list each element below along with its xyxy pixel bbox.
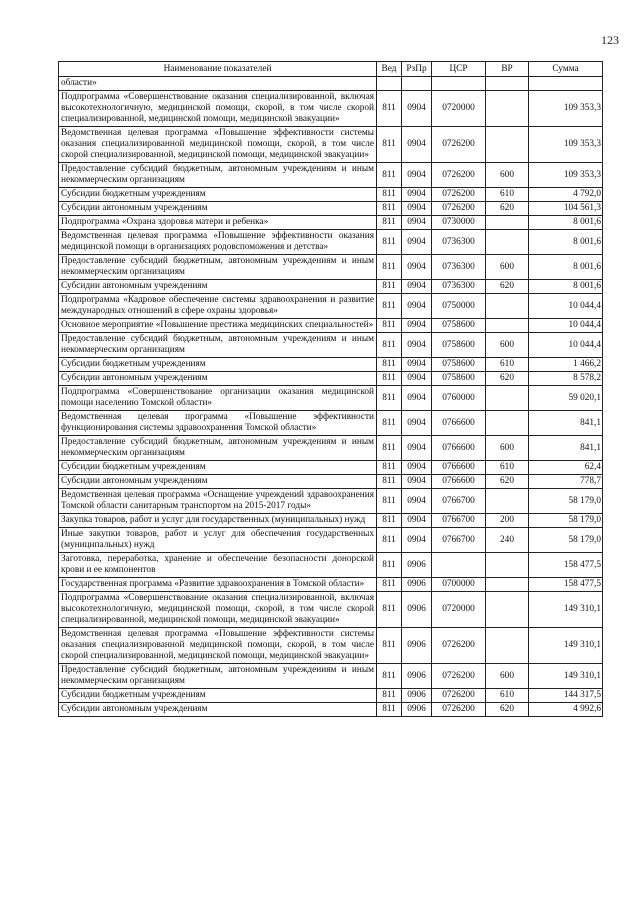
- cell-vr: 610: [486, 358, 529, 372]
- cell-sum: 109 353,3: [529, 163, 603, 188]
- cell-ved: 811: [377, 216, 402, 230]
- cell-ved: [377, 77, 402, 91]
- table-row: [59, 489, 603, 514]
- cell-rzpr: 0904: [402, 461, 432, 475]
- cell-sum: 109 353,3: [529, 91, 603, 127]
- cell-csr: 0726200: [432, 689, 486, 703]
- cell-csr: 0726200: [432, 127, 486, 163]
- cell-rzpr: 0904: [402, 411, 432, 436]
- cell-name: Ведомственная целевая программа «Повышение эффективности функционирования системы здравоохранения Томской области»: [59, 411, 377, 436]
- cell-sum: 8 001,6: [529, 230, 603, 255]
- cell-sum: 8 001,6: [529, 280, 603, 294]
- cell-vr: [486, 319, 529, 333]
- header-rzpr: РзПр: [402, 62, 432, 77]
- table-row: [59, 514, 603, 528]
- cell-name: Подпрограмма «Кадровое обеспечение системы здравоохранения и развитие международных отношений в сфере охраны здоровья»: [59, 294, 377, 319]
- cell-vr: 620: [486, 372, 529, 386]
- cell-name: Субсидии автономным учреждениям: [59, 703, 377, 717]
- cell-sum: 158 477,5: [529, 553, 603, 578]
- cell-csr: 0700000: [432, 578, 486, 592]
- cell-ved: 811: [377, 703, 402, 717]
- cell-csr: 0726200: [432, 664, 486, 689]
- cell-ved: 811: [377, 489, 402, 514]
- cell-vr: [486, 91, 529, 127]
- cell-ved: 811: [377, 188, 402, 202]
- cell-csr: 0736300: [432, 280, 486, 294]
- cell-name: Основное мероприятие «Повышение престижа медицинских специальностей»: [59, 319, 377, 333]
- cell-ved: 811: [377, 461, 402, 475]
- cell-ved: 811: [377, 294, 402, 319]
- cell-csr: 0758600: [432, 358, 486, 372]
- cell-name: Ведомственная целевая программа «Оснащение учреждений здравоохранения Томской области санитарным транспортом на 2015-2017 годы»: [59, 489, 377, 514]
- cell-rzpr: 0904: [402, 216, 432, 230]
- cell-sum: 144 317,5: [529, 689, 603, 703]
- cell-name: Заготовка, переработка, хранение и обеспечение безопасности донорской крови и ее компонентов: [59, 553, 377, 578]
- cell-csr: 0726200: [432, 188, 486, 202]
- cell-sum: 58 179,0: [529, 514, 603, 528]
- table-row: [59, 358, 603, 372]
- cell-sum: 149 310,1: [529, 592, 603, 628]
- cell-ved: 811: [377, 358, 402, 372]
- cell-sum: 4 792,0: [529, 188, 603, 202]
- cell-ved: 811: [377, 372, 402, 386]
- cell-ved: 811: [377, 553, 402, 578]
- cell-vr: [486, 77, 529, 91]
- cell-sum: [529, 77, 603, 91]
- cell-name: Иные закупки товаров, работ и услуг для обеспечения государственных (муниципальных) нужд: [59, 528, 377, 553]
- cell-csr: 0720000: [432, 592, 486, 628]
- cell-csr: 0736300: [432, 230, 486, 255]
- cell-sum: 58 179,0: [529, 528, 603, 553]
- cell-name: области»: [59, 77, 377, 91]
- cell-name: Предоставление субсидий бюджетным, автономным учреждениям и иным некоммерческим организациям: [59, 255, 377, 280]
- cell-vr: 600: [486, 664, 529, 689]
- table-row: [59, 528, 603, 553]
- table-row: [59, 475, 603, 489]
- cell-ved: 811: [377, 689, 402, 703]
- cell-rzpr: 0904: [402, 294, 432, 319]
- cell-sum: 104 561,3: [529, 202, 603, 216]
- cell-name: Субсидии автономным учреждениям: [59, 280, 377, 294]
- cell-vr: [486, 230, 529, 255]
- cell-rzpr: 0904: [402, 280, 432, 294]
- cell-sum: 10 044,4: [529, 319, 603, 333]
- cell-rzpr: 0904: [402, 514, 432, 528]
- cell-name: Субсидии бюджетным учреждениям: [59, 461, 377, 475]
- cell-ved: 811: [377, 386, 402, 411]
- cell-csr: 0766600: [432, 461, 486, 475]
- cell-ved: 811: [377, 514, 402, 528]
- table-header: [59, 62, 603, 77]
- cell-rzpr: 0904: [402, 188, 432, 202]
- cell-rzpr: 0904: [402, 319, 432, 333]
- cell-ved: 811: [377, 91, 402, 127]
- cell-csr: 0760000: [432, 386, 486, 411]
- cell-vr: 240: [486, 528, 529, 553]
- cell-vr: [486, 592, 529, 628]
- cell-ved: 811: [377, 664, 402, 689]
- cell-sum: 10 044,4: [529, 333, 603, 358]
- cell-sum: 10 044,4: [529, 294, 603, 319]
- cell-name: Подпрограмма «Совершенствование оказания специализированной, включая высокотехнологичную, медицинской помощи, скорой, в том числе скорой специализированной, медицинской помощи, медицинской эвакуации»: [59, 592, 377, 628]
- cell-sum: 778,7: [529, 475, 603, 489]
- cell-csr: 0750000: [432, 294, 486, 319]
- cell-rzpr: 0904: [402, 91, 432, 127]
- cell-csr: [432, 553, 486, 578]
- cell-name: Субсидии бюджетным учреждениям: [59, 358, 377, 372]
- cell-ved: 811: [377, 127, 402, 163]
- cell-vr: [486, 411, 529, 436]
- cell-name: Предоставление субсидий бюджетным, автономным учреждениям и иным некоммерческим организациям: [59, 436, 377, 461]
- cell-rzpr: 0906: [402, 578, 432, 592]
- cell-rzpr: 0904: [402, 255, 432, 280]
- cell-rzpr: 0904: [402, 230, 432, 255]
- cell-rzpr: 0904: [402, 358, 432, 372]
- cell-sum: 62,4: [529, 461, 603, 475]
- cell-rzpr: 0906: [402, 689, 432, 703]
- cell-rzpr: 0904: [402, 475, 432, 489]
- cell-name: Субсидии автономным учреждениям: [59, 475, 377, 489]
- cell-name: Предоставление субсидий бюджетным, автономным учреждениям и иным некоммерческим организациям: [59, 664, 377, 689]
- table-row: [59, 592, 603, 628]
- cell-vr: 600: [486, 333, 529, 358]
- cell-rzpr: 0904: [402, 386, 432, 411]
- table-row: [59, 294, 603, 319]
- table-row: [59, 411, 603, 436]
- cell-vr: [486, 216, 529, 230]
- cell-name: Закупка товаров, работ и услуг для государственных (муниципальных) нужд: [59, 514, 377, 528]
- cell-ved: 811: [377, 578, 402, 592]
- cell-csr: 0726200: [432, 703, 486, 717]
- table-row: [59, 333, 603, 358]
- cell-vr: [486, 127, 529, 163]
- cell-rzpr: 0904: [402, 163, 432, 188]
- cell-vr: 620: [486, 280, 529, 294]
- cell-csr: 0726200: [432, 628, 486, 664]
- cell-name: Государственная программа «Развитие здравоохранения в Томской области»: [59, 578, 377, 592]
- cell-csr: 0766600: [432, 411, 486, 436]
- cell-ved: 811: [377, 230, 402, 255]
- cell-sum: 8 578,2: [529, 372, 603, 386]
- cell-rzpr: 0904: [402, 127, 432, 163]
- header-vr: ВР: [486, 62, 529, 77]
- cell-sum: 841,1: [529, 411, 603, 436]
- cell-csr: 0766700: [432, 514, 486, 528]
- cell-sum: 8 001,6: [529, 255, 603, 280]
- table-row: [59, 319, 603, 333]
- cell-name: Предоставление субсидий бюджетным, автономным учреждениям и иным некоммерческим организациям: [59, 333, 377, 358]
- cell-ved: 811: [377, 163, 402, 188]
- cell-rzpr: [402, 77, 432, 91]
- cell-sum: 4 992,6: [529, 703, 603, 717]
- cell-sum: 59 020,1: [529, 386, 603, 411]
- cell-csr: [432, 77, 486, 91]
- cell-sum: 841,1: [529, 436, 603, 461]
- cell-rzpr: 0904: [402, 436, 432, 461]
- header-name: Наименование показателей: [59, 62, 377, 77]
- cell-ved: 811: [377, 475, 402, 489]
- budget-table: [58, 61, 603, 717]
- cell-csr: 0758600: [432, 372, 486, 386]
- cell-sum: 149 310,1: [529, 628, 603, 664]
- cell-name: Ведомственная целевая программа «Повышение эффективности системы оказания специализированной медицинской помощи, скорой, в том числе скорой специализированной, медицинской помощи, медицинской эвакуации»: [59, 127, 377, 163]
- cell-rzpr: 0904: [402, 202, 432, 216]
- cell-csr: 0720000: [432, 91, 486, 127]
- cell-sum: 149 310,1: [529, 664, 603, 689]
- cell-rzpr: 0906: [402, 553, 432, 578]
- cell-sum: 8 001,6: [529, 216, 603, 230]
- cell-vr: 620: [486, 202, 529, 216]
- cell-name: Подпрограмма «Охрана здоровья матери и ребенка»: [59, 216, 377, 230]
- cell-csr: 0736300: [432, 255, 486, 280]
- cell-csr: 0726200: [432, 163, 486, 188]
- cell-vr: 200: [486, 514, 529, 528]
- table-row: [59, 77, 603, 91]
- table-row: [59, 461, 603, 475]
- cell-vr: [486, 578, 529, 592]
- cell-rzpr: 0904: [402, 489, 432, 514]
- table-row: [59, 578, 603, 592]
- cell-vr: 600: [486, 255, 529, 280]
- cell-csr: 0758600: [432, 333, 486, 358]
- page-number: 123: [601, 33, 619, 47]
- table-row: [59, 703, 603, 717]
- cell-vr: 600: [486, 163, 529, 188]
- cell-ved: 811: [377, 319, 402, 333]
- table-row: [59, 188, 603, 202]
- table-row: [59, 91, 603, 127]
- cell-sum: 58 179,0: [529, 489, 603, 514]
- cell-sum: 1 466,2: [529, 358, 603, 372]
- cell-vr: [486, 553, 529, 578]
- cell-name: Подпрограмма «Совершенствование оказания специализированной, включая высокотехнологичную, медицинской помощи, скорой, в том числе скорой специализированной, медицинской помощи, медицинской эвакуации»: [59, 91, 377, 127]
- table-row: [59, 436, 603, 461]
- cell-ved: 811: [377, 528, 402, 553]
- cell-name: Субсидии бюджетным учреждениям: [59, 689, 377, 703]
- cell-csr: 0726200: [432, 202, 486, 216]
- table-body: [59, 77, 603, 717]
- cell-sum: 158 477,5: [529, 578, 603, 592]
- cell-vr: 610: [486, 461, 529, 475]
- table-row: [59, 255, 603, 280]
- cell-ved: 811: [377, 280, 402, 294]
- cell-sum: 109 353,3: [529, 127, 603, 163]
- table-row: [59, 163, 603, 188]
- cell-ved: 811: [377, 436, 402, 461]
- cell-name: Предоставление субсидий бюджетным, автономным учреждениям и иным некоммерческим организациям: [59, 163, 377, 188]
- cell-rzpr: 0906: [402, 592, 432, 628]
- cell-csr: 0766700: [432, 528, 486, 553]
- cell-csr: 0766600: [432, 475, 486, 489]
- cell-ved: 811: [377, 202, 402, 216]
- cell-ved: 811: [377, 255, 402, 280]
- table-row: [59, 664, 603, 689]
- table-row: [59, 202, 603, 216]
- cell-csr: 0758600: [432, 319, 486, 333]
- cell-rzpr: 0906: [402, 664, 432, 689]
- cell-vr: [486, 294, 529, 319]
- cell-csr: 0730000: [432, 216, 486, 230]
- cell-vr: 620: [486, 475, 529, 489]
- cell-name: Субсидии автономным учреждениям: [59, 372, 377, 386]
- cell-vr: 610: [486, 689, 529, 703]
- table-row: [59, 280, 603, 294]
- cell-name: Подпрограмма «Совершенствование организации оказания медицинской помощи населению Томской области»: [59, 386, 377, 411]
- table-row: [59, 230, 603, 255]
- cell-name: Ведомственная целевая программа «Повышение эффективности оказания медицинской помощи в организациях родовспоможения и детства»: [59, 230, 377, 255]
- table-row: [59, 628, 603, 664]
- cell-vr: [486, 628, 529, 664]
- cell-rzpr: 0906: [402, 628, 432, 664]
- cell-ved: 811: [377, 333, 402, 358]
- cell-csr: 0766600: [432, 436, 486, 461]
- header-sum: Сумма: [529, 62, 603, 77]
- table-row: [59, 386, 603, 411]
- cell-rzpr: 0904: [402, 372, 432, 386]
- cell-rzpr: 0904: [402, 333, 432, 358]
- cell-name: Ведомственная целевая программа «Повышение эффективности системы оказания специализированной медицинской помощи, скорой, в том числе скорой специализированной, медицинской помощи, медицинской эвакуации»: [59, 628, 377, 664]
- cell-vr: [486, 386, 529, 411]
- header-ved: Вед: [377, 62, 402, 77]
- cell-csr: 0766700: [432, 489, 486, 514]
- cell-rzpr: 0904: [402, 528, 432, 553]
- cell-name: Субсидии бюджетным учреждениям: [59, 188, 377, 202]
- cell-rzpr: 0906: [402, 703, 432, 717]
- table-row: [59, 127, 603, 163]
- header-csr: ЦСР: [432, 62, 486, 77]
- cell-name: Субсидии автономным учреждениям: [59, 202, 377, 216]
- table-row: [59, 372, 603, 386]
- cell-vr: 610: [486, 188, 529, 202]
- cell-vr: [486, 489, 529, 514]
- table-row: [59, 689, 603, 703]
- table-row: [59, 553, 603, 578]
- cell-ved: 811: [377, 628, 402, 664]
- cell-ved: 811: [377, 592, 402, 628]
- table-row: [59, 216, 603, 230]
- cell-vr: 620: [486, 703, 529, 717]
- cell-ved: 811: [377, 411, 402, 436]
- cell-vr: 600: [486, 436, 529, 461]
